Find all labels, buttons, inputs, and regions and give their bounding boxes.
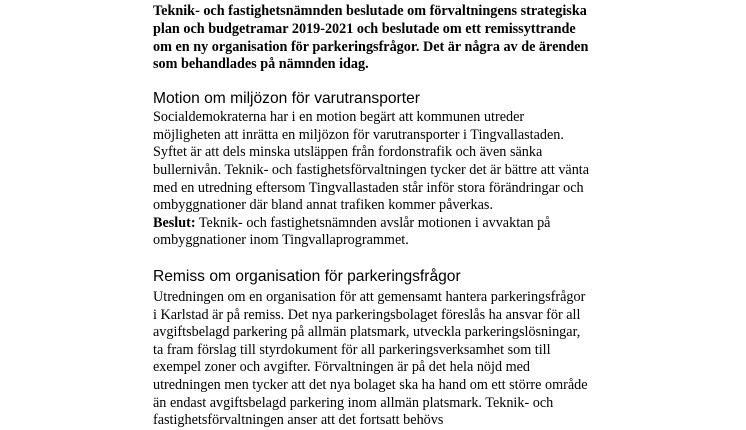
document-page xyxy=(153,3,623,430)
section-heading: Remiss om organisation för parkeringsfrågor xyxy=(153,267,461,285)
section-motion xyxy=(153,89,623,250)
decision-paragraph xyxy=(153,215,623,250)
section-heading: Motion om miljözon för varutransporter xyxy=(153,90,420,108)
section-body: Socialdemokraterna har i en motion begärt att kommunen utreder möjligheten att inrätta en miljözon för varutransporter i Tingvallastaden. Syftet är att dels minska utsläppen från fordonstrafik och även sänka bullernivån. Teknik- och fastighetsförvaltningen tycker det är bättre att vänta med en utredning eftersom Tingvallastaden står inför stora förändringar och ombyggnationer där bland annat trafiken kommer påverkas. xyxy=(153,109,590,214)
section-remiss xyxy=(153,267,623,430)
decision-label: Beslut: xyxy=(153,214,196,231)
decision-text: Teknik- och fastighetsnämnden avslår motionen i avvaktan på ombyggnationer inom Tingvallaprogrammet. xyxy=(153,214,551,249)
intro-paragraph: Teknik- och fastighetsnämnden beslutade om förvaltningens strategiska plan och budgetramar 2019-2021 och beslutade om ett remissyttrande om en ny organisation för parkeringsfrågor. Det är några av de ärenden som behandlades på nämnden idag. xyxy=(153,3,589,73)
section-body: Utredningen om en organisation för att gemensamt hantera parkeringsfrågor i Karlstad är på remiss. Det nya parkeringsbolaget föreslås ha ansvar för all avgiftsbelagd parkering på allmän platsmark, utveckla parkeringslösningar, ta fram förslag till styrdokument för all parkeringsverksamhet som till exempel zoner och avgifter. Förvaltningen är på det hela nöjd med utredningen men tycker att det nya bolaget ska ha hand om ett större område än endast avgiftsbelagd parkering inom allmän platsmark. Teknik- och fastighetsförvaltningen anser att det fortsatt behövs xyxy=(153,288,588,429)
